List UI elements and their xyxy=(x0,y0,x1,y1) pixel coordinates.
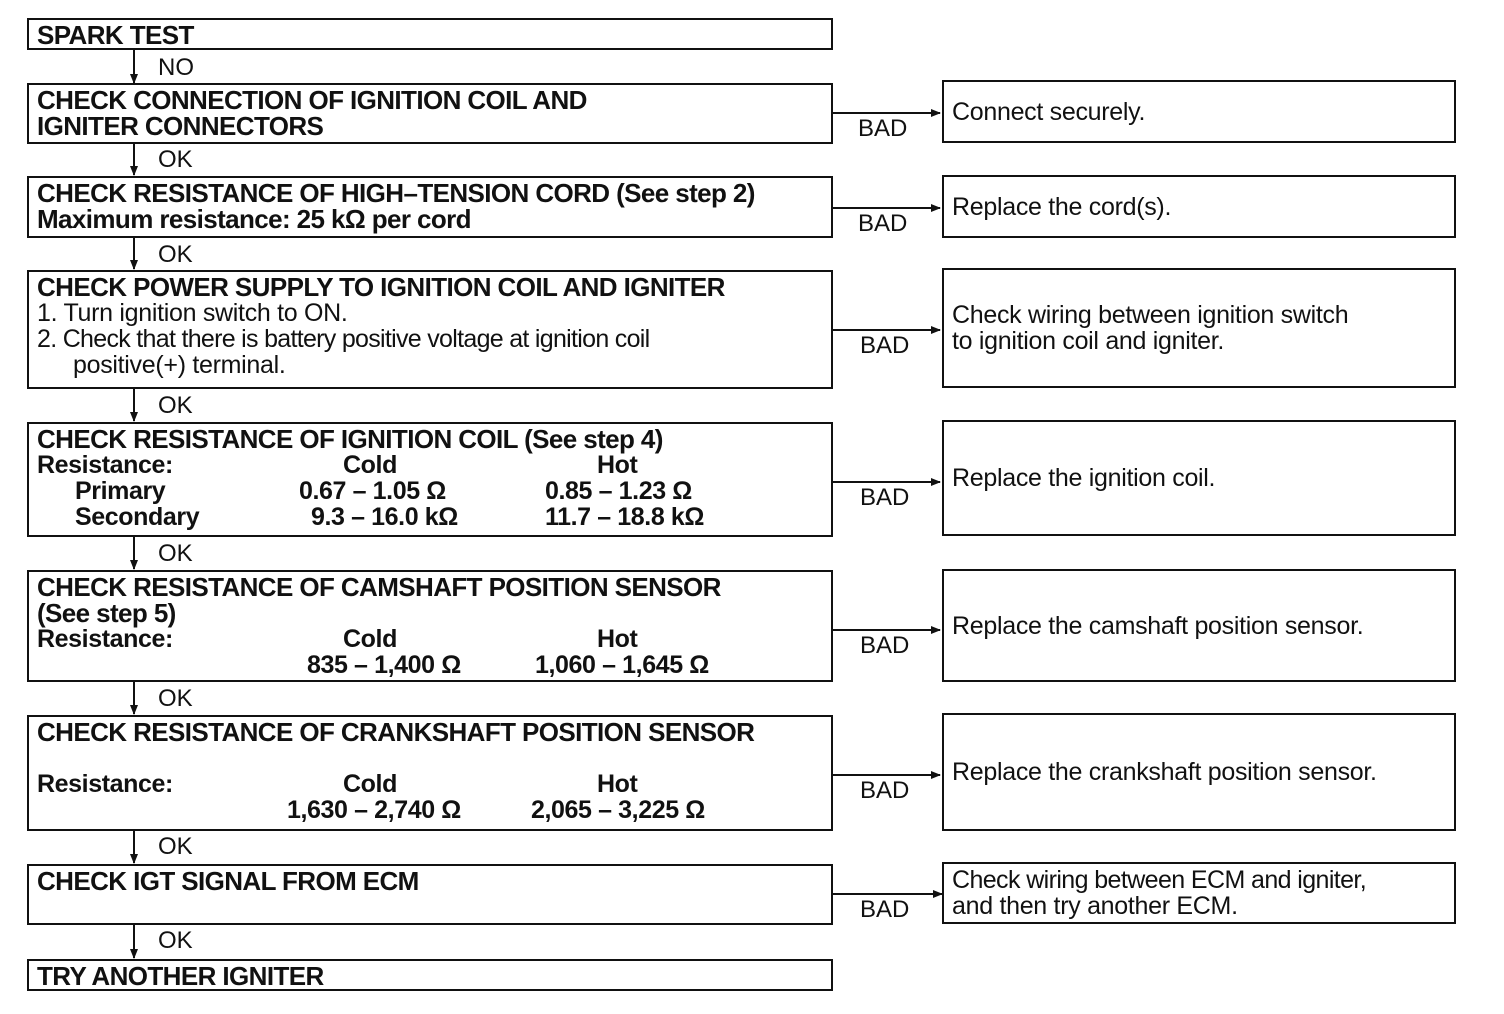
step-1-result-box xyxy=(942,80,1456,143)
step-3-detail-2: 2. Check that there is battery positive voltage at ignition coil xyxy=(37,325,650,353)
step-6-col-hot: Hot xyxy=(597,770,638,798)
step-3-ok-label: OK xyxy=(158,392,193,419)
step-6-resistance-label: Resistance: xyxy=(37,770,173,798)
step-1-bad-label: BAD xyxy=(858,115,908,142)
step-4-bad-label: BAD xyxy=(860,484,910,511)
step-4-row-2-cold: 9.3 – 16.0 kΩ xyxy=(311,503,458,531)
step-3-title: CHECK POWER SUPPLY TO IGNITION COIL AND IGNITER xyxy=(37,272,725,302)
end-title: TRY ANOTHER IGNITER xyxy=(37,961,324,991)
step-5-bad-label: BAD xyxy=(860,632,910,659)
step-4-result: Replace the ignition coil. xyxy=(952,464,1216,492)
step-2-ok-label: OK xyxy=(158,241,193,268)
step-4-row-1-cold: 0.67 – 1.05 Ω xyxy=(299,477,446,505)
end-box xyxy=(27,959,833,991)
step-5-result-box xyxy=(942,569,1456,682)
step-4-row-1-name: Primary xyxy=(75,477,166,505)
step-5-hot-value: 1,060 – 1,645 Ω xyxy=(535,651,709,679)
step-2-result-box xyxy=(942,175,1456,238)
step-3-result xyxy=(952,302,1348,354)
step-6-ok-label: OK xyxy=(158,833,193,860)
step-6-bad-label: BAD xyxy=(860,777,910,804)
step-4-row-1-hot: 0.85 – 1.23 Ω xyxy=(545,477,692,505)
step-7-ok-label: OK xyxy=(158,927,193,954)
step-3-detail-1: 1. Turn ignition switch to ON. xyxy=(37,299,348,327)
step-6-col-cold: Cold xyxy=(343,770,397,798)
step-6-title: CHECK RESISTANCE OF CRANKSHAFT POSITION SENSOR xyxy=(37,717,755,747)
step-6-spacer xyxy=(37,745,823,771)
step-2-box xyxy=(27,176,833,238)
step-4-resistance-label: Resistance: xyxy=(37,451,173,479)
step-7-title: CHECK IGT SIGNAL FROM ECM xyxy=(37,866,419,896)
step-5-col-hot: Hot xyxy=(597,625,638,653)
start-box xyxy=(27,18,833,50)
step-4-row-primary xyxy=(37,478,823,504)
step-5-resistance-label: Resistance: xyxy=(37,625,173,653)
step-5-ok-label: OK xyxy=(158,685,193,712)
step-6-hot-value: 2,065 – 3,225 Ω xyxy=(531,796,705,824)
step-1-result: Connect securely. xyxy=(952,97,1146,126)
step-4-row-2-name: Secondary xyxy=(75,503,200,531)
step-3-bad-label: BAD xyxy=(860,332,910,359)
step-7-result-line-2: and then try another ECM. xyxy=(952,892,1238,920)
step-4-row-2-hot: 11.7 – 18.8 kΩ xyxy=(545,503,705,531)
step-4-result-box xyxy=(942,420,1456,536)
label-no: NO xyxy=(158,54,194,81)
step-4-box xyxy=(27,422,833,537)
start-title: SPARK TEST xyxy=(37,20,194,50)
step-7-result-box xyxy=(942,862,1456,924)
step-5-cold-value: 835 – 1,400 Ω xyxy=(307,651,461,679)
step-7-result-line-1: Check wiring between ECM and igniter, xyxy=(952,866,1367,894)
step-6-result: Replace the crankshaft position sensor. xyxy=(952,758,1377,786)
step-3-detail-3: positive(+) terminal. xyxy=(73,351,286,379)
step-3-result-line-2: to ignition coil and igniter. xyxy=(952,327,1225,355)
step-5-title-line-1: CHECK RESISTANCE OF CAMSHAFT POSITION SENSOR xyxy=(37,572,721,602)
step-2-bad-label: BAD xyxy=(858,210,908,237)
step-3-result-box xyxy=(942,268,1456,388)
step-5-values-row xyxy=(37,652,823,678)
step-5-header-row xyxy=(37,626,823,652)
step-6-box xyxy=(27,715,833,831)
step-7-bad-label: BAD xyxy=(860,896,910,923)
step-4-row-secondary xyxy=(37,504,823,530)
step-4-col-hot: Hot xyxy=(597,451,638,479)
step-4-col-cold: Cold xyxy=(343,451,397,479)
step-2-result: Replace the cord(s). xyxy=(952,192,1172,221)
step-1-box xyxy=(27,83,833,144)
step-5-box xyxy=(27,570,833,682)
step-1-title-line-1: CHECK CONNECTION OF IGNITION COIL AND xyxy=(37,85,587,115)
step-3-box xyxy=(27,270,833,389)
step-3-result-line-1: Check wiring between ignition switch xyxy=(952,301,1349,329)
step-4-title: CHECK RESISTANCE OF IGNITION COIL (See step 4) xyxy=(37,424,663,454)
step-6-header-row xyxy=(37,771,823,797)
step-7-result xyxy=(952,867,1366,919)
step-7-box xyxy=(27,864,833,925)
step-2-title-line-1: CHECK RESISTANCE OF HIGH–TENSION CORD (See step 2) xyxy=(37,178,755,208)
step-6-result-box xyxy=(942,713,1456,831)
step-5-result: Replace the camshaft position sensor. xyxy=(952,611,1364,640)
step-1-ok-label: OK xyxy=(158,146,193,173)
step-6-values-row xyxy=(37,797,823,823)
step-2-title-line-2: Maximum resistance: 25 kΩ per cord xyxy=(37,204,471,234)
step-4-ok-label: OK xyxy=(158,540,193,567)
step-5-col-cold: Cold xyxy=(343,625,397,653)
step-1-title-line-2: IGNITER CONNECTORS xyxy=(37,111,324,141)
step-6-cold-value: 1,630 – 2,740 Ω xyxy=(287,796,461,824)
step-5-title-line-2: (See step 5) xyxy=(37,598,176,628)
step-4-header-row xyxy=(37,452,823,478)
